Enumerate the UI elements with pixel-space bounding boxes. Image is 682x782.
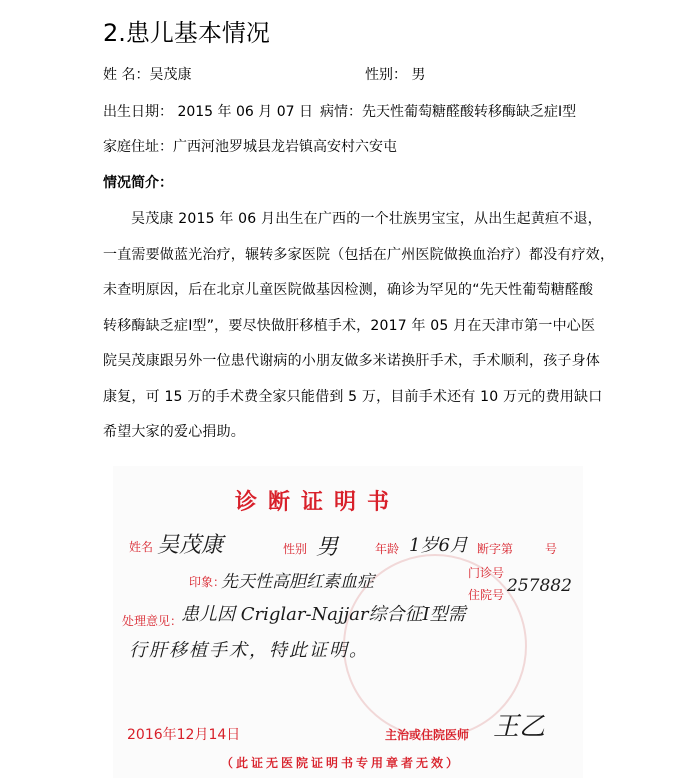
summary-line: 转移酶缺乏症Ⅰ型”，要尽快做肝移植手术，2017 年 05 月在天津市第一中心医 bbox=[103, 317, 596, 334]
cert-inpatient-value: 257882 bbox=[507, 576, 572, 596]
cert-inpatient-label: 住院号 bbox=[468, 588, 505, 602]
patient-address: 家庭住址：广西河池罗城县龙岩镇高安村六安屯 bbox=[103, 139, 397, 155]
patient-gender: 性别： 男 bbox=[365, 67, 426, 83]
summary-line: 院吴茂康跟另外一位患代谢病的小朋友做多米诺换肝手术，手术顺利，孩子身体 bbox=[103, 353, 600, 369]
summary-label: 情况简介： bbox=[103, 175, 173, 191]
certificate-title: 诊断证明书 bbox=[235, 489, 401, 515]
summary-line: 一直需要做蓝光治疗，辗转多家医院（包括在广州医院做换血治疗）都没有疗效， bbox=[103, 246, 615, 263]
cert-doctor-label: 主治或住院医师 bbox=[385, 728, 470, 742]
summary-line: 希望大家的爱心捐助。 bbox=[103, 424, 245, 440]
cert-treatment-line: 患儿因 Criglar-Najjar综合征Ⅰ型需 bbox=[181, 604, 466, 625]
cert-treatment-line: 行肝移植手术，特此证明。 bbox=[129, 640, 369, 661]
cert-age-value: 1岁6月 bbox=[409, 535, 468, 556]
patient-birth-date: 出生日期： 2015 年 06 月 07 日 bbox=[103, 104, 313, 120]
summary-line: 吴茂康 2015 年 06 月出生在广西的一个壮族男宝宝，从出生起黄疸不退， bbox=[131, 211, 602, 227]
cert-treatment-label: 处理意见： bbox=[122, 614, 183, 628]
doctor-signature: 王乙 bbox=[493, 712, 546, 742]
cert-name-value: 吴茂康 bbox=[157, 533, 224, 558]
summary-text bbox=[103, 202, 615, 451]
cert-bed-label: 断字第 bbox=[477, 542, 514, 556]
cert-footer-note: （此证无医院证明书专用章者无效） bbox=[221, 756, 462, 770]
cert-sex-value: 男 bbox=[316, 535, 339, 560]
patient-name: 姓 名：吴茂康 bbox=[103, 67, 192, 83]
cert-impression-value: 先天性高胆红素血症 bbox=[221, 572, 374, 592]
summary-line: 未查明原因，后在北京儿童医院做基因检测，确诊为罕见的“先天性葡萄糖醛酸 bbox=[103, 282, 594, 298]
cert-name-label: 姓名 bbox=[129, 540, 154, 554]
section-heading: 2.患儿基本情况 bbox=[103, 19, 270, 47]
cert-outpatient-label: 门诊号 bbox=[468, 566, 505, 580]
summary-line: 康复，可 15 万的手术费全家只能借到 5 万，目前手术还有 10 万元的费用缺口 bbox=[103, 388, 603, 405]
diagnosis-certificate-scan bbox=[113, 466, 583, 778]
patient-disease: 病情：先天性葡萄糖醛酸转移酶缺乏症Ⅰ型 bbox=[320, 104, 577, 120]
cert-sex-label: 性别 bbox=[283, 542, 308, 556]
cert-bed-suffix: 号 bbox=[545, 542, 558, 556]
cert-impression-label: 印象： bbox=[189, 575, 226, 589]
cert-date: 2016年12月14日 bbox=[127, 727, 241, 743]
cert-age-label: 年龄 bbox=[375, 542, 400, 556]
